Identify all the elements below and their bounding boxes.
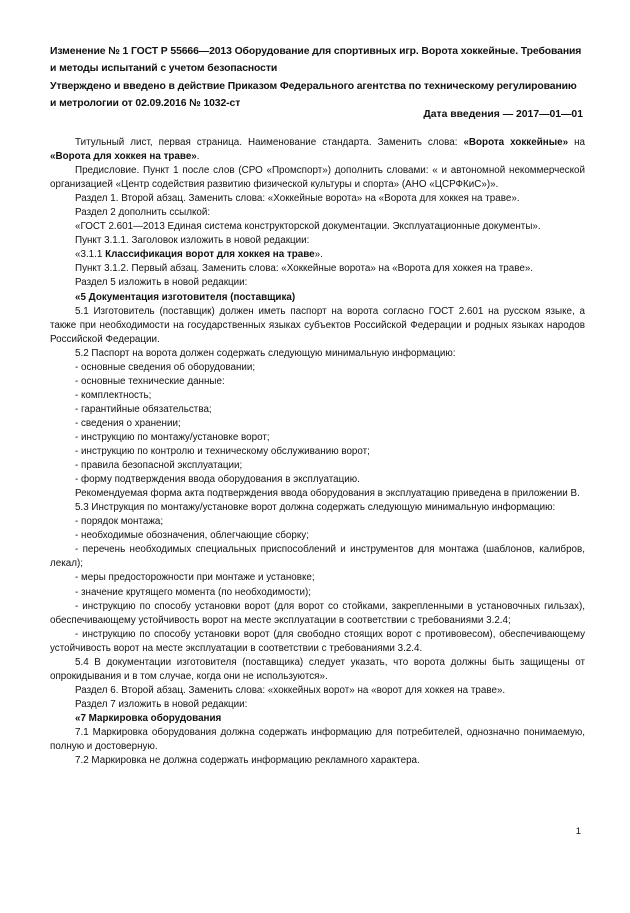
paragraph-5-2: 5.2 Паспорт на ворота должен содержать следующую минимальную информацию: — [75, 347, 456, 359]
paragraph-5-3: 5.3 Инструкция по монтажу/установке ворот должна содержать следующую минимальную информацию: — [75, 502, 556, 514]
paragraph-7-2: 7.2 Маркировка не должна содержать информацию рекламного характера. — [75, 755, 420, 767]
heading-section-7: «7 Маркировка оборудования — [75, 712, 222, 724]
list-item: - перечень необходимых специальных приспособлений и инструментов для монтажа (шаблонов, калибров, лекал); — [50, 544, 585, 570]
approval-statement: Утверждено и введено в действие Приказом Федерального агентства по техническому регулированию и метрологии от 02.09.2016 № 1032-ст — [50, 81, 577, 109]
effective-date: Дата введения — 2017—01—01 — [423, 109, 583, 120]
list-item: - комплектность; — [75, 389, 152, 401]
list-item: - основные технические данные: — [75, 375, 225, 387]
paragraph-title-page: Титульный лист, первая страница. Наименование стандарта. Заменить слова: «Ворота хоккейные» на «Ворота для хоккея на траве». — [50, 137, 585, 163]
paragraph-section-6: Раздел 6. Второй абзац. Заменить слова: «хоккейных ворот» на «ворот для хоккея на траве». — [75, 684, 506, 696]
paragraph-3-1-2: Пункт 3.1.2. Первый абзац. Заменить слова: «Хоккейные ворота» на «Ворота для хоккея на траве». — [75, 263, 534, 275]
list-item: - инструкцию по контролю и техническому обслуживанию ворот; — [75, 446, 370, 458]
paragraph-section-2: Раздел 2 дополнить ссылкой: — [75, 207, 211, 219]
list-item: - правила безопасной эксплуатации; — [75, 460, 243, 472]
list-item: - сведения о хранении; — [75, 417, 181, 429]
list-item: - порядок монтажа; — [75, 516, 164, 528]
document-body — [50, 136, 585, 768]
paragraph-section-1: Раздел 1. Второй абзац. Заменить слова: «Хоккейные ворота» на «Ворота для хоккея на траве». — [75, 193, 520, 205]
heading-section-5: «5 Документация изготовителя (поставщика) — [75, 291, 296, 303]
list-item: - гарантийные обязательства; — [75, 403, 212, 415]
list-item: - значение крутящего момента (по необходимости); — [75, 586, 311, 598]
paragraph-section-7: Раздел 7 изложить в новой редакции: — [75, 698, 248, 710]
paragraph-section-5: Раздел 5 изложить в новой редакции: — [75, 277, 248, 289]
amendment-title: Изменение № 1 ГОСТ Р 55666—2013 Оборудование для спортивных игр. Ворота хоккейные. Требования и методы испытаний с учетом безопасности — [50, 46, 582, 74]
page-number: 1 — [575, 826, 581, 837]
paragraph-act-form: Рекомендуемая форма акта подтверждения ввода оборудования в эксплуатацию приведена в приложении В. — [75, 488, 580, 500]
paragraph-3-1-1: Пункт 3.1.1. Заголовок изложить в новой редакции: — [75, 235, 310, 247]
list-item: - инструкцию по монтажу/установке ворот; — [75, 431, 270, 443]
list-item: - инструкцию по способу установки ворот (для ворот со стойками, закрепленными в установочных гильзах), обеспечивающему устойчивость ворот на месте эксплуатации в соответствии с требованиями 3.2.4; — [50, 600, 585, 626]
paragraph-preface: Предисловие. Пункт 1 после слов (СРО «Промспорт») дополнить словами: « и автономной некоммерческой организацией «Центр содействия развитию физической культуры и спорта» (АНО «ЦСРФКиС»)». — [50, 165, 585, 191]
paragraph-7-1: 7.1 Маркировка оборудования должна содержать информацию для потребителей, однозначно понимаемую, полную и достоверную. — [50, 726, 585, 753]
list-item: - основные сведения об оборудовании; — [75, 361, 256, 373]
paragraph-5-1: 5.1 Изготовитель (поставщик) должен иметь паспорт на ворота согласно ГОСТ 2.601 на русском языке, а также при необходимости на государственных языках субъектов Российской Федерации и родных языках народов Российской Федерации. — [50, 305, 585, 345]
paragraph-gost-reference: «ГОСТ 2.601—2013 Единая система конструкторской документации. Эксплуатационные документы». — [75, 221, 541, 233]
list-item: - меры предосторожности при монтаже и установке; — [75, 572, 315, 584]
paragraph-5-4: 5.4 В документации изготовителя (поставщика) следует указать, что ворота должны быть защищены от опрокидывания и в том случае, когда они не используются». — [50, 656, 585, 682]
paragraph-3-1-1-heading: «3.1.1 Классификация ворот для хоккея на траве». — [75, 249, 323, 261]
list-item: - форму подтверждения ввода оборудования в эксплуатацию. — [75, 474, 360, 486]
list-item: - необходимые обозначения, облегчающие сборку; — [75, 530, 309, 542]
list-item: - инструкцию по способу установки ворот (для свободно стоящих ворот с противовесом), обеспечивающему устойчивость ворот на месте эксплуатации в соответствии с требованиями 3.2.4. — [50, 628, 585, 654]
